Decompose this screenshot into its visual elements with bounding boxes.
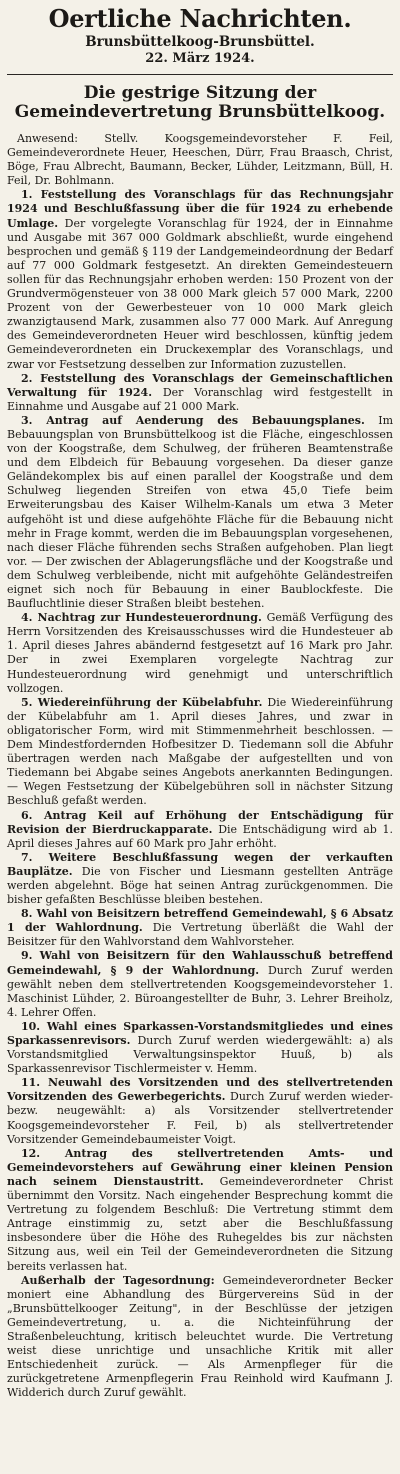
agenda-item-text: Im Bebauungsplan von Brunsbüttelkoog ist die Fläche, eingeschlossen von der Koogstraße, dem Schulweg, der früheren Beamtenstraße und dem Elbdeich für Bebauung vorgesehen. Da dieser ganze Geländekomplex bis auf einen parallel der Koogstraße und dem Schulweg liegenden Streifen von etwa 45,0 Tiefe beim Erweiterungsbau des Kaiser Wilhelm-Kanals um etwa 3 Meter aufgehöht ist und diese aufgehöhte Fläche für die Bebauung nicht mehr in Frage kommt, werden die im Bebauungsplan vorgesehenen, nach dieser Fläche führenden sechs Straßen aufgehoben. Plan liegt vor. — Der zwischen der Ablagerungsfläche und der Koogstraße und dem Schulweg verbleibende, nicht mit aufgehöhte Geländestreifen eignet sich noch für Bebauung in einer Baublockfeste. Die Baufluchtlinie dieser Straßen bleibt bestehen.: [7, 413, 394, 611]
agenda-item-heading: 3. Antrag auf Aenderung des Bebauungsplanes.: [21, 413, 365, 427]
agenda-paragraph: [7, 1020, 393, 1076]
agenda-item-text: Gemeindeverordneter Becker moniert eine Abhandlung des Bürgervereins Süd in der „Brunsbüttelkooger Zeitung", in der Beschlüsse der jetzigen Gemeindevertretung, u. a. die Nichteinführung der Straßenbeleuchtung, kritisch beleuchtet wurde. Die Vertretung weist diese unrichtige und unsachliche Kritik mit aller Entschiedenheit zurück. — Als Armenpfleger für die zurückgetretene Armenpflegerin Frau Reinhold wird Kaufmann J. Widderich durch Zuruf gewählt.: [7, 1273, 393, 1400]
agenda-item-text: Der vorgelegte Voranschlag für 1924, der in Einnahme und Ausgabe mit 367 000 Goldmark abschließt, wurde eingehend besprochen und gemäß § 119 der Landgemeindeordnung der Bedarf auf 77 000 Goldmark festgesetzt. An direkten Gemeindesteuern sollen für das Rechnungsjahr erhoben werden: 150 Prozent von der Grundvermögensteuer von 38 000 Mark gleich 57 000 Mark, 2200 Prozent von der Gewerbesteuer von 10 000 Mark gleich zwanzigtausend Mark, zusammen also 77 000 Mark. Auf Anregung des Gemeindeverordneten Heuer wird beschlossen, künftig jedem Gemeindeverordneten ein Druckexemplar des Voranschlags, und zwar vor Festsetzung desselben zur Information zuzustellen.: [7, 216, 393, 371]
agenda-paragraph: [7, 1147, 393, 1274]
agenda-item-heading: 9. Wahl von Beisitzern für den Wahlausschuß betreffend Gemeindewahl, § 9 der Wahlordnung.: [7, 949, 393, 977]
agenda-item-heading: 4. Nachtrag zur Hundesteuerordnung.: [21, 611, 262, 625]
dateline-place: Brunsbüttelkoog-Brunsbüttel.: [85, 34, 315, 50]
agenda-paragraph: [7, 132, 393, 188]
agenda-item-heading: 7. Weitere Beschlußfassung wegen der verkauften Bauplätze.: [7, 850, 393, 878]
agenda-item-text: Die Vertretung überläßt die Wahl der Beisitzer für den Wahlvorstand dem Wahlvorsteher.: [7, 921, 394, 949]
agenda-paragraph: [7, 851, 393, 907]
agenda-item-text: Durch Zuruf werden gewählt neben dem stellvertretenden Koogsgemeindevorsteher 1. Maschinist Lühder, 2. Büroangestellter de Buhr, 3. Lehrer Breiholz, 4. Lehrer Offen.: [7, 963, 393, 1019]
agenda-item-heading: 6. Antrag Keil auf Erhöhung der Entschädigung für Revision der Bierdruckapparate.: [7, 808, 393, 836]
headline-line: Gemeindevertretung Brunsbüttelkoog.: [14, 102, 386, 122]
agenda-item-text: Durch Zuruf werden wiedergewählt: a) als Vorstandsmitglied Verwaltungsinspektor Huuß, b) als Sparkassenrevisor Tischlermeister v. Hemm.: [7, 1034, 393, 1076]
dateline-date: 22. März 1924.: [145, 51, 255, 66]
agenda-paragraph: [7, 611, 393, 696]
agenda-item-heading: 8. Wahl von Beisitzern betreffend Gemeindewahl, § 6 Absatz 1 der Wahlordnung.: [7, 907, 393, 935]
agenda-item-heading: 2. Feststellung des Voranschlags der Gemeinschaftlichen Verwaltung für 1924.: [7, 371, 393, 399]
agenda-item-heading: 10. Wahl eines Sparkassen-Vorstandsmitgliedes und eines Sparkassenrevisors.: [7, 1019, 393, 1047]
agenda-paragraph: [7, 949, 393, 1019]
agenda-paragraph: [7, 907, 393, 949]
agenda-paragraph: [7, 1274, 393, 1401]
agenda-paragraph: [7, 696, 393, 809]
agenda-item-heading: 1. Feststellung des Voranschlags für das Rechnungsjahr 1924 und Beschlußfassung über die für 1924 zu erhebende Umlage.: [7, 188, 393, 230]
agenda-paragraph: [7, 809, 393, 851]
agenda-item-text: Die Entschädigung wird ab 1. April dieses Jahres auf 60 Mark pro Jahr erhöht.: [7, 822, 393, 850]
agenda-item-text: Gemeindeverordneter Christ übernimmt den Vorsitz. Nach eingehender Besprechung kommt die Vertretung zu folgendem Beschluß: Die Vertretung stimmt dem Antrage einstimmig zu, setzt aber die Beschlußfassung insbesondere über die Höhe des Ruhegeldes bis zur nächsten Sitzung aus, weil ein Teil der Gemeindeverordneten die Sitzung bereits verlassen hat.: [7, 1174, 394, 1273]
agenda-item-text: Die Wiedereinführung der Kübelabfuhr am 1. April dieses Jahres, und zwar in obligatorischer Form, wird mit Stimmenmehrheit beschlossen. — Dem Mindestfordernden Hofbesitzer D. Tiedemann soll die Abfuhr übertragen werden nach Maßgabe der aufgestellten und von Tiedemann bei Abgabe seines Angebots anerkannten Bedingungen. — Wegen Festsetzung der Kübelgebühren soll in nächster Sitzung Beschluß gefaßt werden.: [7, 695, 393, 808]
agenda-item-text: Die von Fischer und Liesmann gestellten Anträge werden abgelehnt. Böge hat seinen Antrag zurückgenommen. Die bisher gefaßten Beschlüsse bleiben bestehen.: [7, 864, 393, 907]
agenda-paragraph: [7, 1076, 393, 1146]
agenda-paragraph: [7, 414, 393, 611]
agenda-item-text: Durch Zuruf werden wieder- bezw. neugewählt: a) als Vorsitzender stellvertretender Koogsgemeindevorsteher F. Feil, b) als stellvertretender Vorsitzender Gemeindebaumeister Voigt.: [7, 1090, 393, 1146]
agenda-item-heading: 5. Wiedereinführung der Kübelabfuhr.: [21, 695, 263, 709]
headline-line: Die gestrige Sitzung der: [83, 83, 317, 103]
divider-rule: [7, 74, 393, 75]
agenda-item-text: Anwesend: Stellv. Koogsgemeindevorsteher F. Feil, Gemeindeverordnete Heuer, Heeschen, Dürr, Frau Braasch, Christ, Böge, Frau Albrecht, Baumann, Becker, Lühder, Leitzmann, Büll, H. Feil, Dr. Bohlmann.: [7, 132, 393, 188]
agenda-paragraph: [7, 372, 393, 414]
agenda-item-heading: Außerhalb der Tagesordnung:: [21, 1273, 215, 1287]
agenda-paragraph: [7, 188, 393, 371]
article-headline: [7, 84, 393, 122]
section-rubric: Oertliche Nachrichten.: [48, 4, 352, 33]
agenda-item-heading: 12. Antrag des stellvertretenden Amts- und Gemeindevorstehers auf Gewährung einer kleinen Pension nach seinem Dienstaustritt.: [7, 1146, 393, 1188]
agenda-item-heading: 11. Neuwahl des Vorsitzenden und des stellvertretenden Vorsitzenden des Gewerbegerichts.: [7, 1076, 393, 1104]
article-body: [7, 132, 393, 1400]
agenda-item-text: Der Voranschlag wird festgestellt in Einnahme und Ausgabe auf 21 000 Mark.: [7, 385, 393, 413]
agenda-item-text: Gemäß Verfügung des Herrn Vorsitzenden des Kreisausschusses wird die Hundesteuer ab 1. April dieses Jahres abändernd festgesetzt auf 16 Mark pro Jahr. Der in zwei Exemplaren vorgelegte Nachtrag zur Hundesteuerordnung wird genehmigt und unterschriftlich vollzogen.: [7, 611, 393, 695]
